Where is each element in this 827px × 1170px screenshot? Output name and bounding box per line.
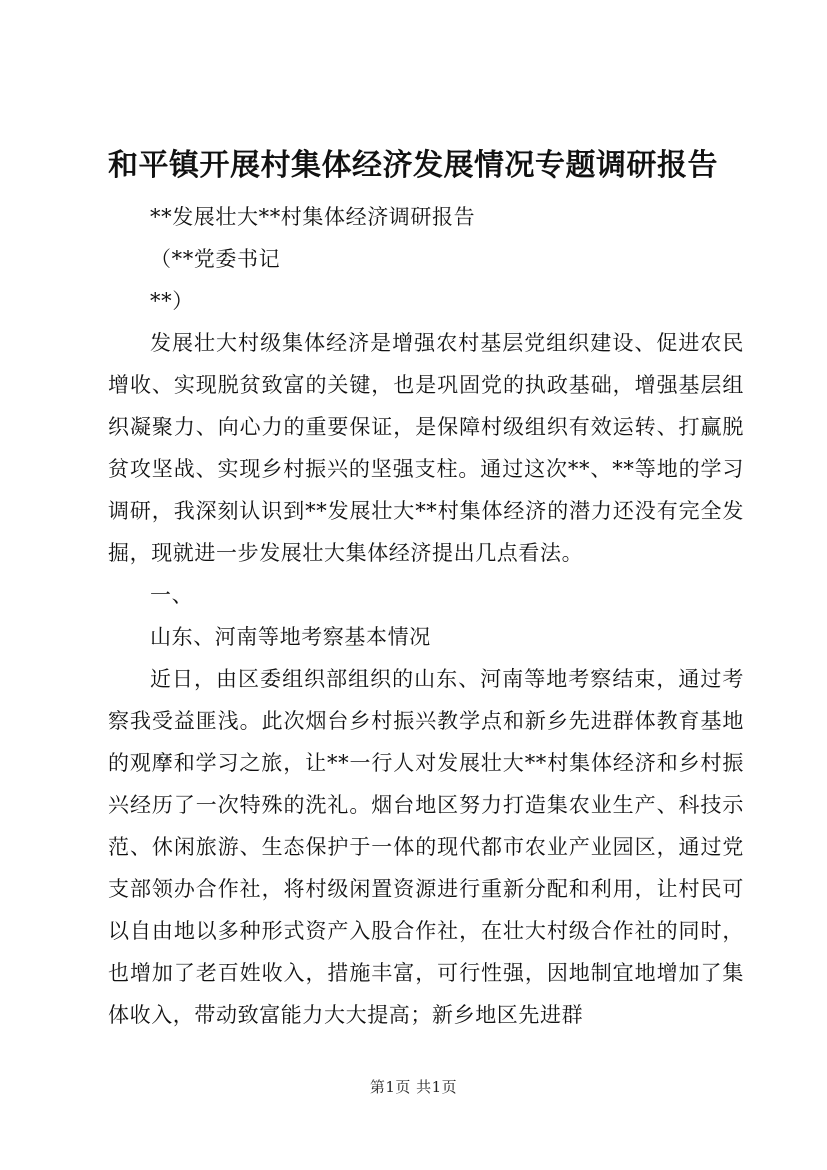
document-body (108, 196, 744, 1036)
intro-paragraph: 发展壮大村级集体经济是增强农村基层党组织建设、促进农民增收、实现脱贫致富的关键，也是巩固党的执政基础，增强基层组织凝聚力、向心力的重要保证，是保障村级组织有效运转、打赢脱贫攻坚战、实现乡村振兴的坚强支柱。通过这次**、**等地的学习调研，我深刻认识到**发展壮大**村集体经济的潜力还没有完全发掘，现就进一步发展壮大集体经济提出几点看法。 (108, 331, 744, 565)
author-paragraph: （**党委书记 (150, 247, 281, 271)
section-number: 一、 (150, 583, 194, 607)
page-footer: 第1页 共1页 (369, 1078, 458, 1096)
document-title: 和平镇开展村集体经济发展情况专题调研报告 (108, 148, 718, 183)
section-heading: 山东、河南等地考察基本情况 (150, 625, 431, 649)
author-close-paragraph: **） (150, 289, 194, 313)
subtitle-paragraph: **发展壮大**村集体经济调研报告 (150, 205, 476, 229)
body-paragraph: 近日，由区委组织部组织的山东、河南等地考察结束，通过考察我受益匪浅。此次烟台乡村振兴教学点和新乡先进群体教育基地的观摩和学习之旅，让**一行人对发展壮大**村集体经济和乡村振兴经历了一次特殊的洗礼。烟台地区努力打造集农业生产、科技示范、休闲旅游、生态保护于一体的现代都市农业产业园区，通过党支部领办合作社，将村级闲置资源进行重新分配和利用，让村民可以自由地以多种形式资产入股合作社，在壮大村级合作社的同时，也增加了老百姓收入，措施丰富，可行性强，因地制宜地增加了集体收入，带动致富能力大大提高；新乡地区先进群 (108, 667, 744, 1027)
